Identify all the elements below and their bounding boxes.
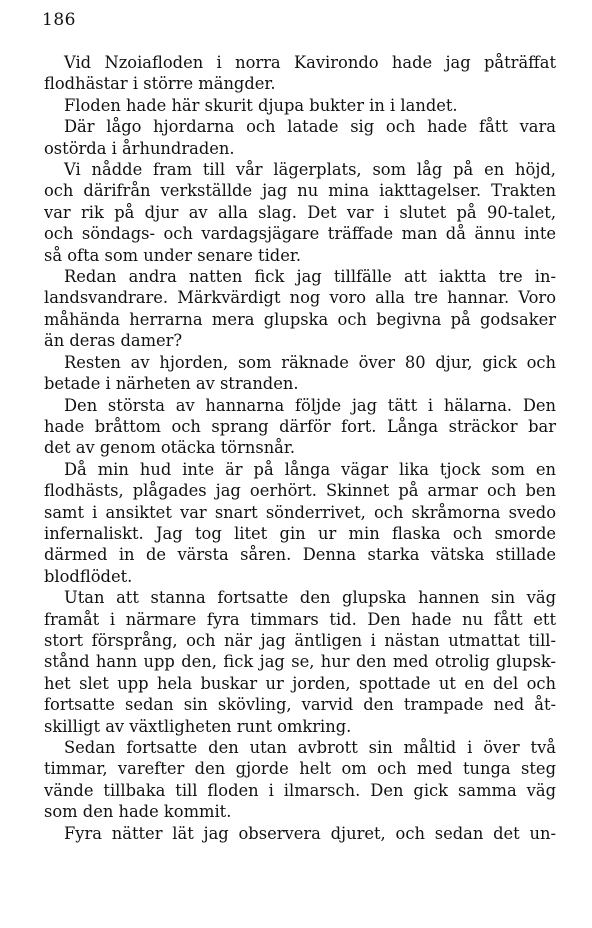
text-line: var rik på djur av alla slag. Det var i slutet på 90-talet, <box>44 202 556 222</box>
text-line: Sedan fortsatte den utan avbrott sin måltid i över två <box>64 738 556 757</box>
text-line: så ofta som under senare tider. <box>44 245 302 265</box>
text-line: Vid Nzoiafloden i norra Kavirondo hade jag påträffat <box>64 53 556 72</box>
text-line: Vi nådde fram till vår lägerplats, som låg på en höjd, <box>64 160 556 180</box>
text-line: flodhästar i större mängder. <box>44 74 276 94</box>
text-line: landsvandrare. Märkvärdigt nog voro alla tre hannar. Voro <box>44 288 556 308</box>
text-line: framåt i närmare fyra timmars tid. Den hade nu fått ett <box>44 609 556 629</box>
text-line: Fyra nätter lät jag observera djuret, och sedan det un- <box>64 823 556 843</box>
paragraph <box>44 116 556 159</box>
text-line: och söndags- och vardagsjägare träffade man då ännu inte <box>44 224 556 244</box>
paragraph <box>44 395 556 459</box>
text-line: vände tillbaka till floden i ilmarsch. Den gick samma väg <box>44 780 556 800</box>
text-line: Floden hade här skurit djupa bukter in i landet. <box>64 95 458 115</box>
text-line: måhända herrarna mera glupska och begivna på godsaker <box>44 309 556 329</box>
page-number: 186 <box>42 10 76 30</box>
paragraph <box>44 52 556 95</box>
text-line: Resten av hjorden, som räknade över 80 djur, gick och <box>64 352 556 372</box>
paragraph <box>44 459 556 587</box>
text-line: fortsatte sedan sin skövling, varvid den trampade ned åt- <box>44 695 556 715</box>
text-line: Där lågo hjordarna och latade sig och hade fått vara <box>64 117 556 137</box>
text-line: infernaliskt. Jag tog litet gin ur min flaska och smorde <box>44 523 556 543</box>
paragraph <box>44 266 556 352</box>
text-line: Då min hud inte är på långa vägar lika tjock som en <box>64 459 556 479</box>
text-line: Utan att stanna fortsatte den glupska hannen sin väg <box>64 588 556 608</box>
paragraph <box>64 823 556 844</box>
text-line: timmar, varefter den gjorde helt om och med tunga steg <box>44 759 556 779</box>
text-line: skilligt av växtligheten runt omkring. <box>44 716 352 736</box>
text-line: Redan andra natten fick jag tillfälle att iaktta tre in- <box>64 267 556 287</box>
paragraph <box>44 587 556 737</box>
text-line: det av genom otäcka törnsnår. <box>44 438 296 458</box>
paragraph <box>44 352 556 395</box>
paragraph <box>64 95 556 116</box>
text-line: som den hade kommit. <box>44 802 232 822</box>
paragraph <box>44 737 556 823</box>
paragraph <box>44 159 556 266</box>
text-line: stånd hann upp den, fick jag se, hur den med otrolig glupsk- <box>44 652 556 672</box>
text-line: Den största av hannarna följde jag tätt i hälarna. Den <box>64 395 556 415</box>
text-line: ostörda i århundraden. <box>44 138 235 158</box>
text-line: hade bråttom och sprang därför fort. Långa sträckor bar <box>44 416 556 436</box>
text-line: betade i närheten av stranden. <box>44 374 299 394</box>
text-line: än deras damer? <box>44 331 183 351</box>
text-line: samt i ansiktet var snart sönderrivet, och skråmorna svedo <box>44 502 556 522</box>
text-line: blodflödet. <box>44 566 133 586</box>
text-line: och därifrån verkställde jag nu mina iakttagelser. Trakten <box>44 181 556 201</box>
text-line: het slet upp hela buskar ur jorden, spottade ut en del och <box>44 673 556 693</box>
body-text <box>44 52 556 844</box>
text-line: flodhästs, plågades jag oerhört. Skinnet på armar och ben <box>44 481 556 501</box>
text-line: därmed in de värsta såren. Denna starka vätska stillade <box>44 545 556 565</box>
text-line: stort försprång, och när jag äntligen i nästan utmattat till- <box>44 630 556 650</box>
